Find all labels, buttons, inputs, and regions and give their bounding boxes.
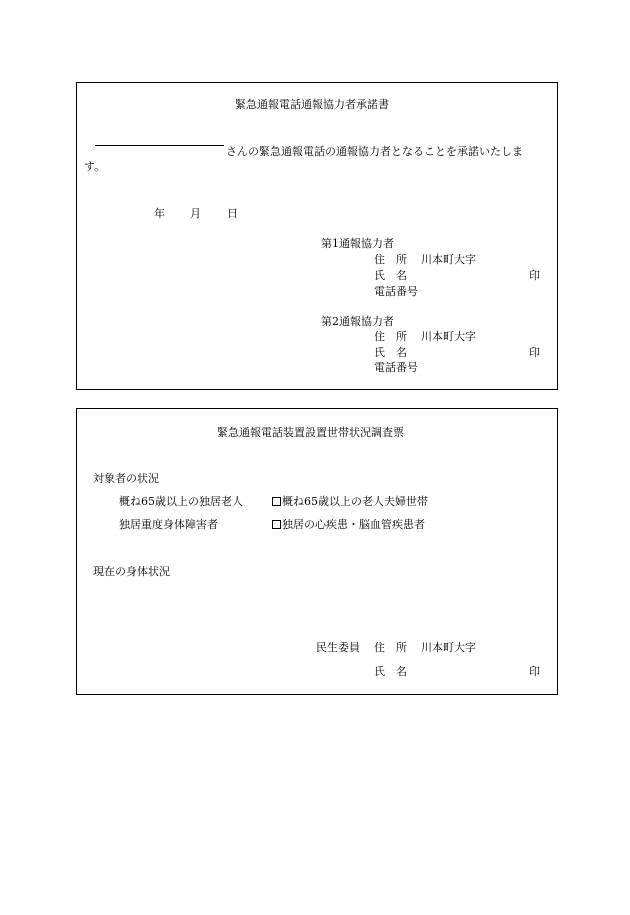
cooperator2-address-label: 住 所 <box>374 330 407 343</box>
commissioner-seal: 印 <box>529 665 540 678</box>
physical-condition-heading: 現在の身体状況 <box>93 565 170 578</box>
consent-statement-line2: す。 <box>84 160 106 173</box>
date-month-label: 月 <box>190 207 201 220</box>
cooperator1-address-value: 川本町大字 <box>421 253 476 266</box>
commissioner-address-value: 川本町大字 <box>421 641 476 654</box>
cooperator1-name-label: 氏 名 <box>374 269 407 282</box>
cooperator2-heading: 第2通報協力者 <box>321 315 394 328</box>
cooperator1-heading: 第1通報協力者 <box>321 237 394 250</box>
option-elderly-couple-household[interactable] <box>272 496 428 507</box>
cooperator1-phone-label: 電話番号 <box>374 285 418 298</box>
cooperator2-phone-label: 電話番号 <box>374 361 418 374</box>
date-day-label: 日 <box>227 207 238 220</box>
survey-form-title: 緊急通報電話装置設置世帯状況調査票 <box>217 426 404 439</box>
date-year-label: 年 <box>154 207 165 220</box>
cooperator1-seal: 印 <box>529 269 540 282</box>
checkbox-icon[interactable] <box>272 520 281 529</box>
checkbox-icon[interactable] <box>272 497 281 506</box>
option-label: 独居の心疾患・脳血管疾患者 <box>282 518 425 531</box>
cooperator2-seal: 印 <box>529 346 540 359</box>
cooperator1-address-label: 住 所 <box>374 253 407 266</box>
commissioner-name-label: 氏 名 <box>374 665 407 678</box>
cooperator2-name-label: 氏 名 <box>374 346 407 359</box>
consent-form-title: 緊急通報電話通報協力者承諾書 <box>235 98 389 111</box>
option-label: 概ね65歳以上の老人夫婦世帯 <box>282 495 428 508</box>
option-heart-cerebrovascular-patient[interactable] <box>272 519 425 530</box>
welfare-commissioner-label: 民生委員 <box>316 641 360 654</box>
cooperator2-address-value: 川本町大字 <box>421 330 476 343</box>
subject-status-heading: 対象者の状況 <box>93 472 159 485</box>
commissioner-address-label: 住 所 <box>374 641 407 654</box>
consent-form-box <box>76 82 558 390</box>
option-elderly-living-alone: 概ね65歳以上の独居老人 <box>119 495 243 508</box>
protected-person-name-blank[interactable] <box>95 145 224 146</box>
consent-statement-line1: さんの緊急通報電話の通報協力者となることを承諾いたしま <box>226 145 523 158</box>
option-disabled-living-alone: 独居重度身体障害者 <box>119 518 218 531</box>
